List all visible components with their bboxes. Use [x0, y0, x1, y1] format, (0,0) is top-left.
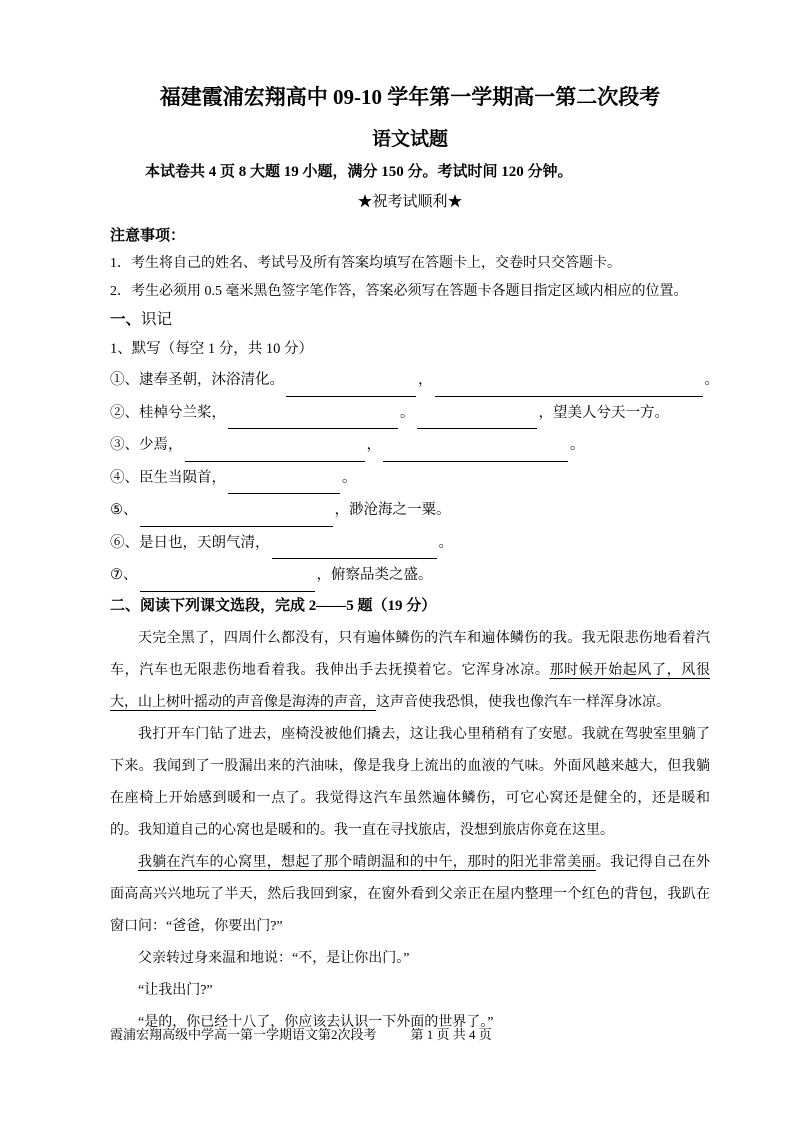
- passage-paragraph-1: [110, 623, 710, 719]
- dictation-text: 。: [570, 437, 585, 453]
- dictation-text: ，望美人兮天一方。: [538, 404, 669, 421]
- section-one-heading: [110, 306, 710, 334]
- notice-item-1: 1．考生将自己的姓名、考试号及所有答案均填写在答题卡上，交卷时只交答题卡。: [110, 256, 621, 271]
- footer-exam-name: 霞浦宏翔高级中学高一第一学期语文第2次段考: [110, 1027, 377, 1042]
- answer-blank[interactable]: [140, 576, 315, 592]
- exam-subject-title: 语文试题: [371, 129, 448, 150]
- dictation-text: ⑤、: [110, 502, 138, 518]
- dictation-text: ④、臣生当陨首，: [110, 469, 226, 486]
- dictation-item-2: [110, 397, 710, 430]
- dictation-text: ，渺沧海之一粟。: [334, 502, 451, 518]
- dictation-item-6: [110, 527, 710, 560]
- dictation-text: 。: [342, 469, 357, 486]
- dictation-text: ⑥、是日也，天朗气清，: [110, 534, 270, 551]
- passage-paragraph-6: “是的，你已经十八了，你应该去认识一下外面的世界了。”: [138, 1014, 494, 1030]
- dictation-item-4: [110, 462, 710, 495]
- dictation-text: ②、桂棹兮兰桨，: [110, 404, 226, 421]
- dictation-item-5: [110, 494, 710, 527]
- paragraph-text: 天完全黑了，四周什么都没有，只有遍体鳞伤的汽车和遍体鳞伤的我。我无限悲伤地看着汽车，汽车也无限悲伤地看着我。我伸出手去抚摸着它。它浑身冰凉。: [110, 630, 710, 678]
- passage-paragraph-2: 我打开车门钻了进去，座椅没被他们撬去，这让我心里稍稍有了安慰。我就在驾驶室里躺了下来。我闻到了一股漏出来的汽油味，像是我身上流出的血液的气味。外面风越来越大，但我躺在座椅上开始感到暖和一点了。我觉得这汽车虽然遍体鳞伤，可它心窝还是健全的，还是暖和的。我知道自己的心窝也是暖和的。我一直在寻找旅店，没想到旅店你竟在这里。: [110, 726, 710, 838]
- section-one-number: 一、: [110, 311, 142, 328]
- dictation-text: ①、逮奉圣朝，沐浴清化。: [110, 372, 284, 388]
- dictation-text: 。: [400, 404, 415, 421]
- section-one-title: 识记: [141, 311, 173, 328]
- passage-paragraph-5: “让我出门?”: [138, 982, 213, 998]
- notice-heading: 注意事项：: [110, 228, 186, 244]
- underlined-sentence: 那时候开始起风了，风很大，山上树叶摇动的声音像是海涛的声音，: [110, 662, 710, 710]
- dictation-text: ⑦、: [110, 567, 138, 583]
- answer-blank[interactable]: [228, 413, 398, 429]
- exam-title: 福建霞浦宏翔高中 09-10 学年第一学期高一第二次段考: [159, 85, 661, 109]
- dictation-text: ，俯察品类之盛。: [316, 567, 433, 583]
- answer-blank[interactable]: [185, 446, 365, 462]
- dictation-text: 。: [704, 372, 719, 388]
- section-two-heading: 二、阅读下列课文选段，完成 2——5 题（19 分）: [110, 597, 437, 614]
- answer-blank[interactable]: [228, 478, 340, 494]
- answer-blank[interactable]: [435, 381, 703, 397]
- exam-info-line: 本试卷共 4 页 8 大题 19 小题，满分 150 分。考试时间 120 分钟。: [145, 164, 573, 180]
- dictation-text: ③、少焉，: [110, 437, 183, 453]
- notice-item-2: 2．考生必须用 0.5 毫米黑色签字笔作答，答案必须写在答题卡各题目指定区域内相应的位置。: [110, 284, 688, 299]
- paragraph-text: 这声音使我恐惧，使我也像汽车一样浑身冰凉。: [376, 694, 670, 710]
- dictation-item-7: [110, 559, 710, 592]
- answer-blank[interactable]: [272, 543, 437, 559]
- dictation-item-1: [110, 364, 719, 397]
- answer-blank[interactable]: [140, 511, 333, 527]
- blessing-line: ★祝考试顺利★: [357, 194, 463, 210]
- answer-blank[interactable]: [383, 446, 568, 462]
- dictation-text: ，: [366, 437, 381, 453]
- answer-blank[interactable]: [417, 413, 537, 429]
- passage-paragraph-3: [110, 847, 710, 943]
- dictation-item-3: [110, 429, 710, 462]
- passage-paragraph-4: 父亲转过身来温和地说：“不，是让你出门。”: [138, 950, 410, 966]
- underlined-sentence: 我躺在汽车的心窝里，想起了那个晴朗温和的中午，那时的阳光非常美丽: [138, 854, 596, 870]
- answer-blank[interactable]: [286, 381, 416, 397]
- dictation-question-label: 1、默写（每空 1 分，共 10 分）: [110, 341, 313, 357]
- page-footer: [110, 1026, 492, 1044]
- dictation-text: 。: [438, 534, 453, 551]
- footer-page-number: 第 1 页 共 4 页: [410, 1027, 492, 1042]
- paragraph-text: 。我记得自己在外面高高兴兴地玩了半天，然后我回到家，在窗外看到父亲正在屋内整理一个红色的背包，我趴在窗口问：“爸爸，你要出门?”: [110, 854, 710, 934]
- dictation-text: ，: [418, 372, 433, 388]
